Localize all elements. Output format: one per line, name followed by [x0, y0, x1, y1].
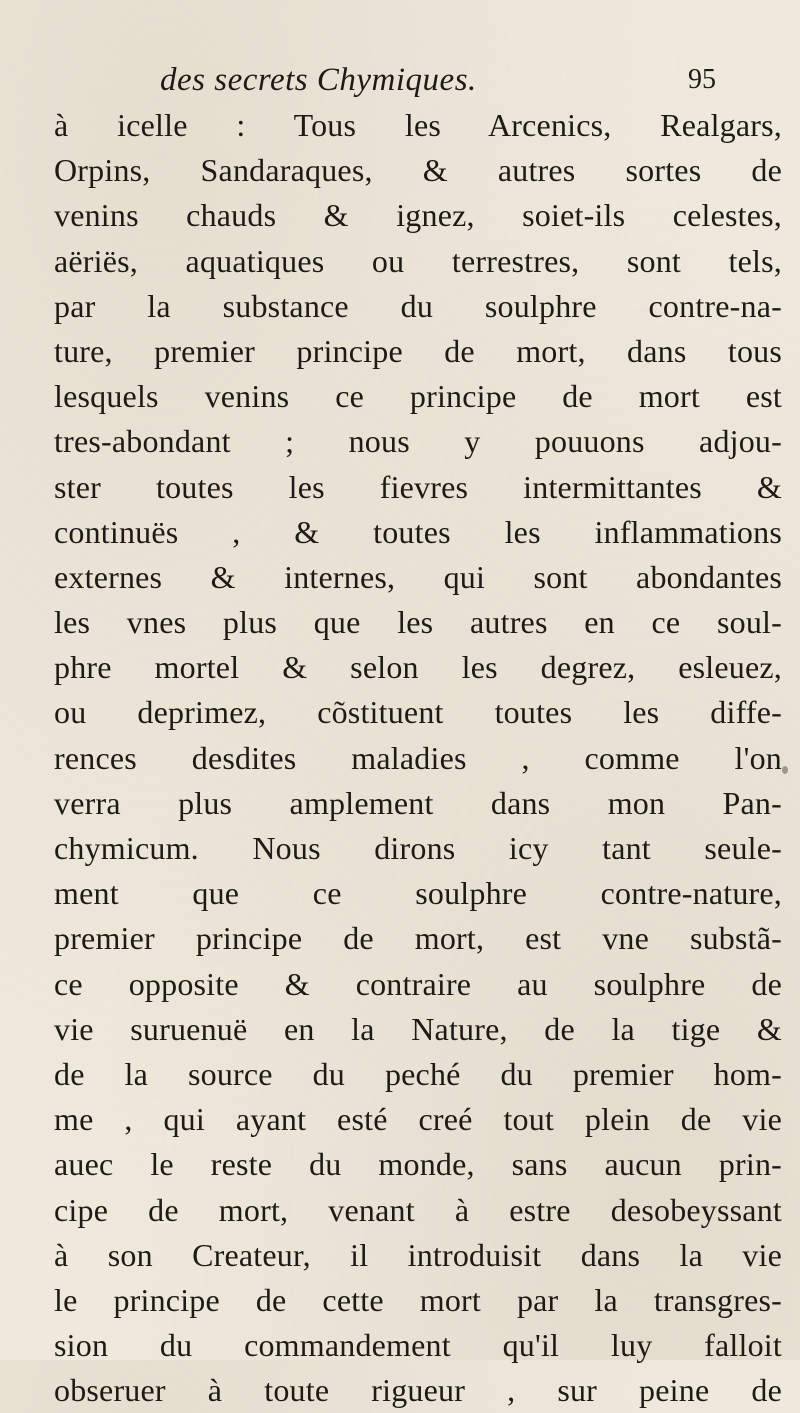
text-line: cipe de mort, venant à estre desobeyssant [54, 1191, 782, 1228]
page-header [0, 62, 800, 102]
text-line: le principe de cette mort par la transgres- [54, 1281, 782, 1318]
text-line: ster toutes les fievres intermittantes & [54, 468, 782, 505]
text-line: tres-abondant ; nous y pouuons adjou- [54, 423, 782, 460]
running-title: des secrets Chymiques. [160, 62, 477, 98]
text-line: externes & internes, qui sont abondantes [54, 558, 782, 595]
text-line: ment que ce soulphre contre-nature, [54, 875, 782, 912]
text-line: verra plus amplement dans mon Pan- [54, 784, 782, 821]
text-line: ce opposite & contraire au soulphre de [54, 965, 782, 1002]
text-line: venins chauds & ignez, soiet-ils celestes, [54, 197, 782, 234]
text-line: aëriës, aquatiques ou terrestres, sont tels, [54, 242, 782, 279]
text-line: à icelle : Tous les Arcenics, Realgars, [54, 107, 782, 143]
text-line: rences desdites maladies , comme l'on [54, 739, 782, 776]
text-line: par la substance du soulphre contre-na- [54, 287, 782, 324]
text-line: premier principe de mort, est vne substã- [54, 920, 782, 957]
ink-speck [782, 766, 788, 774]
text-line: les vnes plus que les autres en ce soul- [54, 604, 782, 641]
text-line: obseruer à toute rigueur , sur peine de [54, 1372, 782, 1409]
text-line: Orpins, Sandaraques, & autres sortes de [54, 152, 782, 189]
page-number: 95 [688, 64, 716, 95]
text-line: vie suruenuë en la Nature, de la tige & [54, 1010, 782, 1047]
text-line: à son Createur, il introduisit dans la vie [54, 1236, 782, 1273]
text-line: chymicum. Nous dirons icy tant seule- [54, 830, 782, 866]
text-line: ou deprimez, cõstituent toutes les diffe- [54, 694, 782, 731]
text-line: ture, premier principe de mort, dans tous [54, 332, 782, 369]
body-text [54, 103, 782, 1413]
text-line: continuës , & toutes les inflammations [54, 513, 782, 550]
text-line: auec le reste du monde, sans aucun prin- [54, 1146, 782, 1183]
text-line: de la source du peché du premier hom- [54, 1055, 782, 1092]
text-line: phre mortel & selon les degrez, esleuez, [54, 649, 782, 686]
text-line: sion du commandement qu'il luy falloit [54, 1327, 782, 1364]
text-line: me , qui ayant esté creé tout plein de vie [54, 1101, 782, 1138]
text-line: lesquels venins ce principe de mort est [54, 378, 782, 415]
